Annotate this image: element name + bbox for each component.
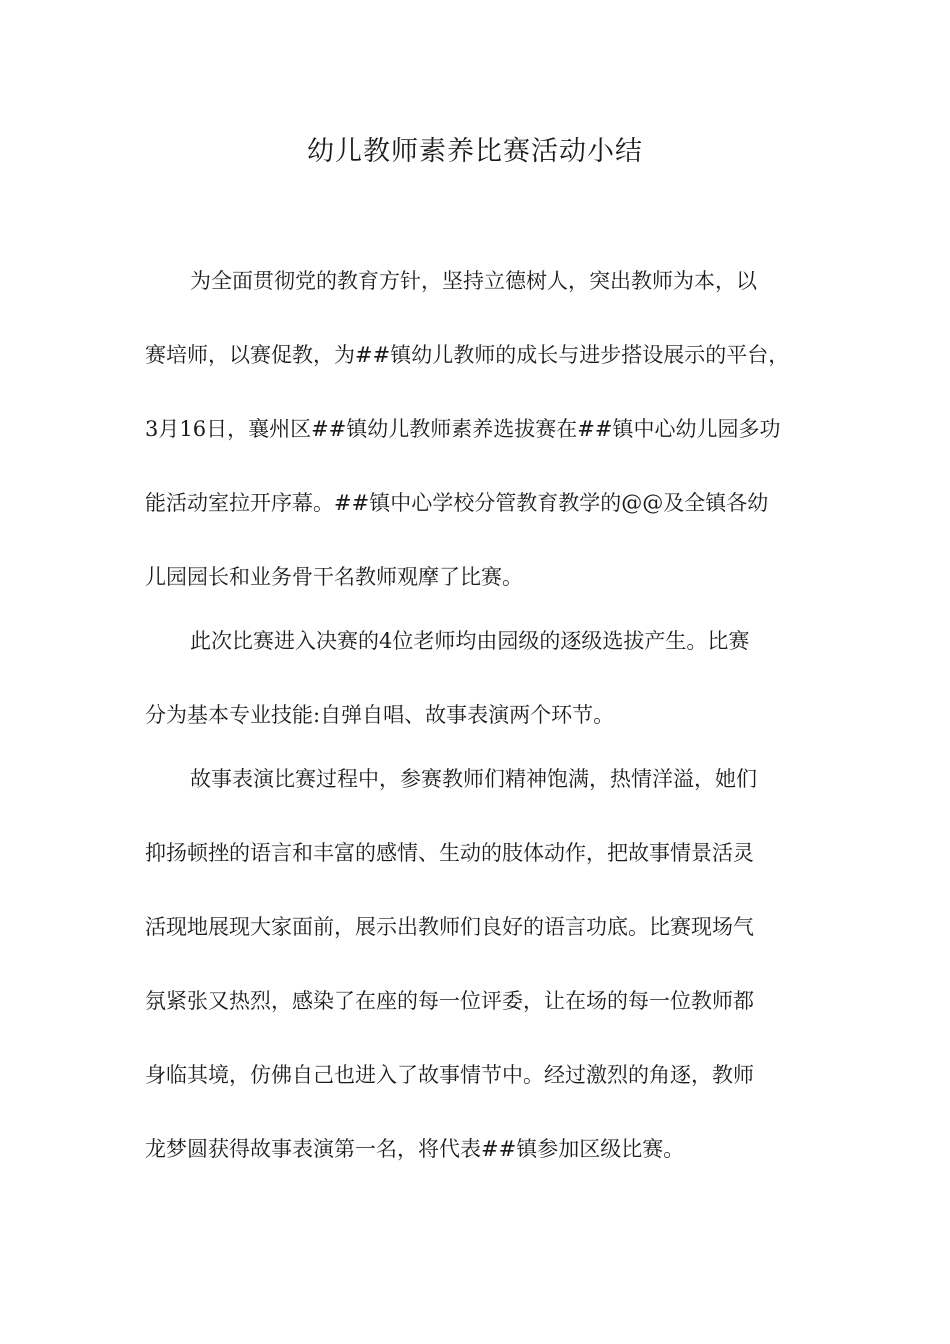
paragraph-1-line-5: 儿园园长和业务骨干名教师观摩了比赛。	[145, 565, 523, 589]
paragraph-2-line-2: 分为基本专业技能:自弹自唱、故事表演两个环节。	[145, 703, 615, 727]
paragraph-3-line-4: 氛紧张又热烈，感染了在座的每一位评委，让在场的每一位教师都	[145, 989, 754, 1013]
paragraph-3-line-3: 活现地展现大家面前，展示出教师们良好的语言功底。比赛现场气	[145, 915, 754, 939]
paragraph-1-line-4: 能活动室拉开序幕。##镇中心学校分管教育教学的@@及全镇各幼	[145, 491, 769, 515]
paragraph-2-line-1: 此次比赛进入决赛的4位老师均由园级的逐级选拔产生。比赛	[190, 629, 750, 653]
paragraph-3-line-1: 故事表演比赛过程中，参赛教师们精神饱满，热情洋溢，她们	[190, 767, 757, 791]
paragraph-3-line-2: 抑扬顿挫的语言和丰富的感情、生动的肢体动作，把故事情景活灵	[145, 841, 754, 865]
paragraph-1-line-2: 赛培师，以赛促教，为##镇幼儿教师的成长与进步搭设展示的平台，	[145, 343, 790, 367]
paragraph-1-line-1: 为全面贯彻党的教育方针，坚持立德树人，突出教师为本，以	[190, 269, 757, 293]
paragraph-3-line-6: 龙梦圆获得故事表演第一名，将代表##镇参加区级比赛。	[145, 1137, 685, 1161]
document-title: 幼儿教师素养比赛活动小结	[307, 136, 643, 167]
paragraph-3-line-5: 身临其境，仿佛自己也进入了故事情节中。经过激烈的角逐，教师	[145, 1063, 754, 1087]
paragraph-1-line-3: 3月16日，襄州区##镇幼儿教师素养选拔赛在##镇中心幼儿园多功	[145, 417, 781, 441]
